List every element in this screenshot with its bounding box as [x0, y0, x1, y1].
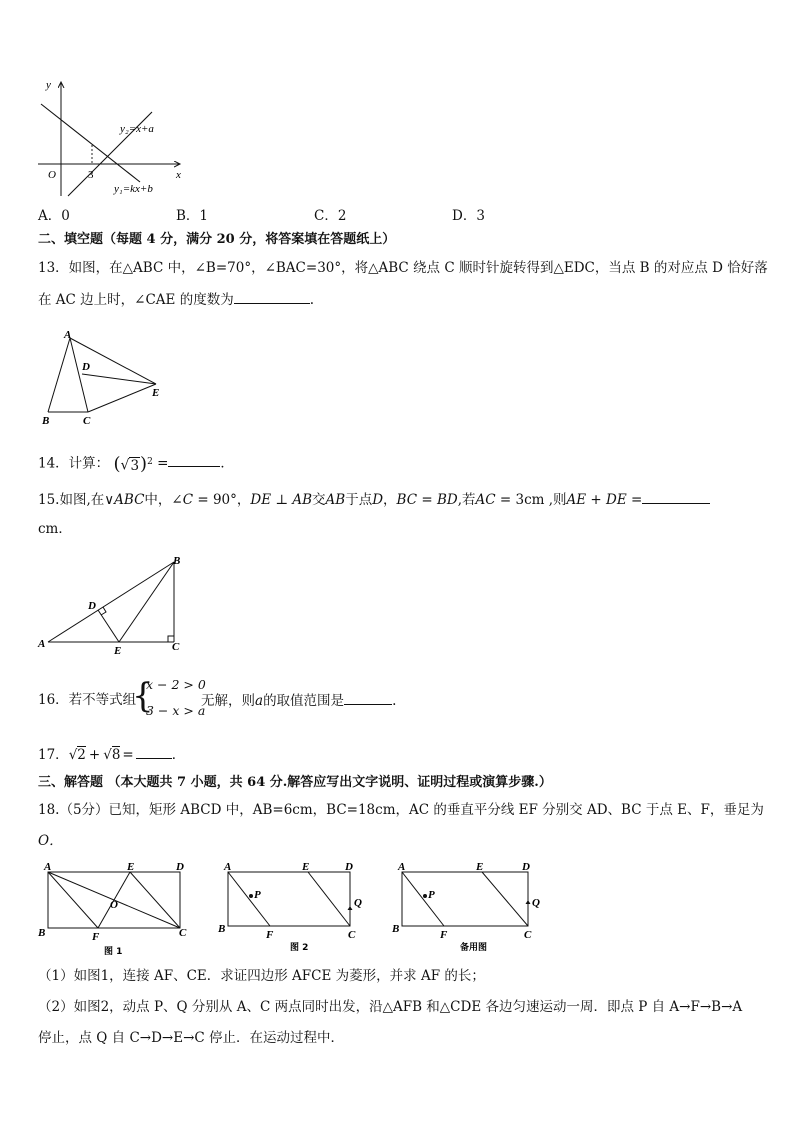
q15-part: ，	[383, 492, 397, 508]
q18-part2-line2: 停止，点 Q 自 C→D→E→C 停止．在运动过程中．	[38, 1030, 345, 1046]
q17-line: 17．√2 + √8 = ．	[38, 744, 185, 765]
q14-expression: $(√3)^2$	[113, 453, 153, 475]
line2-label: y₂=x+a	[120, 123, 154, 135]
fig2-label-d: D	[345, 861, 353, 873]
section2-heading: 二、填空题（每题 4 分，满分 20 分，将答案填在答题纸上）	[38, 232, 396, 247]
spare-label-b: B	[392, 923, 400, 935]
q15-part: BC	[396, 492, 418, 508]
q15-line2: cm．	[38, 521, 72, 537]
q14-answer-blank[interactable]	[168, 452, 220, 467]
q14-line	[38, 452, 234, 476]
q16-mid: 无解，则	[201, 693, 255, 709]
q16-suffix: .	[392, 693, 397, 709]
q12-option-c: C．2	[314, 208, 347, 224]
q13-label-c: C	[83, 415, 91, 427]
spare-point-p	[423, 894, 427, 898]
line1-label: y₁=kx+b	[114, 183, 153, 195]
x-axis-label: x	[176, 169, 181, 181]
q12-option-a: A．0	[38, 208, 70, 224]
fig1-label-f: F	[92, 931, 100, 943]
spare-label-e: E	[476, 861, 484, 873]
q17-plus: +	[88, 747, 101, 763]
q15-label-a: A	[38, 638, 46, 650]
q15-label-d: D	[88, 600, 96, 612]
q15-answer-blank[interactable]	[642, 489, 710, 504]
q14-equals: =	[157, 455, 169, 472]
q17-answer-blank[interactable]	[136, 744, 172, 759]
q15-part: = 90°，	[193, 492, 251, 508]
q13-answer-blank[interactable]	[234, 289, 310, 304]
spare-label-f: F	[440, 929, 448, 941]
fig1-label-c: C	[179, 927, 187, 939]
q14-radicand: 3	[130, 457, 140, 474]
q17-equals: =	[122, 747, 134, 763]
q15-part: D	[372, 492, 384, 508]
q14-suffix: ．	[220, 455, 234, 472]
q15-part: 于点	[345, 492, 373, 508]
spare-label-d: D	[522, 861, 530, 873]
fig2-caption: 图 2	[290, 943, 309, 953]
spare-point-q-arrow	[526, 900, 531, 904]
q15-part: 中，∠	[144, 492, 183, 508]
q16-tail	[201, 690, 396, 711]
q13-figure	[36, 328, 166, 428]
q15-part: ABC	[114, 492, 145, 508]
tick-3-label: 3	[88, 169, 94, 181]
fig2-label-c: C	[348, 929, 356, 941]
right-triangle-symbol: ∨	[104, 492, 115, 508]
q15-part: DE	[606, 492, 627, 508]
q14-power: 2	[147, 457, 153, 467]
q15-label-b: B	[173, 555, 181, 567]
q13-line2	[38, 289, 314, 310]
fig2-label-q: Q	[354, 897, 362, 909]
q17-radicand-2: 8	[111, 747, 121, 763]
q15-part: BD	[436, 492, 458, 508]
q15-part: ⊥	[271, 492, 293, 508]
q15-part: AB	[325, 492, 346, 508]
fig1-caption: 图 1	[104, 947, 123, 957]
q15-part: AE	[566, 492, 587, 508]
q13-label-b: B	[42, 415, 50, 427]
origin-label: O	[48, 169, 56, 181]
fig2-label-p: P	[254, 889, 261, 901]
q16-inequality-2: 3 − x > a	[146, 703, 206, 718]
q15-part: = 3cm ,则	[495, 492, 567, 508]
q13-label-d: D	[82, 361, 90, 373]
q15-part: +	[586, 492, 607, 508]
q15-part: ,若	[457, 492, 476, 508]
q15-label-e: E	[114, 645, 122, 657]
q13-line2-prefix: 在 AC 边上时，∠CAE 的度数为	[38, 292, 234, 308]
q12-option-b: B．1	[176, 208, 209, 224]
fig1-label-o: O	[110, 899, 118, 911]
point-q-arrow	[348, 906, 353, 910]
q16-answer-blank[interactable]	[344, 690, 392, 705]
q14-prefix: 14．计算：	[38, 455, 110, 472]
q13-line1: 13．如图，在△ABC 中，∠B=70°，∠BAC=30°，将△ABC 绕点 C 顺时针旋转得到△EDC，当点 B 的对应点 D 恰好落	[38, 260, 768, 276]
y-axis-label: y	[46, 79, 51, 91]
q16-inequality-1: x − 2 > 0	[146, 677, 206, 692]
q15-line1	[38, 489, 710, 510]
q18-part1: （1）如图1，连接 AF、CE．求证四边形 AFCE 为菱形，并求 AF 的长；	[38, 968, 485, 984]
q16-tail-text: 的取值范围是	[263, 693, 345, 709]
fig2-label-b: B	[218, 923, 226, 935]
q17-suffix: ．	[171, 747, 186, 763]
fig1-label-d: D	[176, 861, 184, 873]
point-p	[249, 894, 253, 898]
q15-label-c: C	[172, 641, 180, 653]
section3-heading: 三、解答题 （本大题共 7 小题，共 64 分.解答应写出文字说明、证明过程或演算步骤.）	[38, 775, 552, 790]
q12-graph	[28, 74, 208, 200]
q18-figure-2	[214, 860, 374, 960]
q15-part: AB	[292, 492, 313, 508]
q16-prefix: 16．若不等式组	[38, 692, 137, 708]
spare-label-q: Q	[532, 897, 540, 909]
spare-label-a: A	[398, 861, 406, 873]
fig1-label-e: E	[127, 861, 135, 873]
q17-prefix: 17．	[38, 747, 69, 763]
q13-label-a: A	[64, 329, 72, 341]
q13-line2-suffix: .	[309, 292, 314, 308]
q15-part: 15.如图,在	[38, 492, 105, 508]
spare-label-p: P	[428, 889, 435, 901]
q15-part: AC	[475, 492, 496, 508]
q16-var: a	[255, 693, 264, 709]
q15-figure	[36, 552, 186, 658]
q15-part: 交	[312, 492, 326, 508]
q15-part: =	[417, 492, 437, 508]
fig2-label-f: F	[266, 929, 274, 941]
fig2-label-e: E	[302, 861, 310, 873]
q18-figure-1	[34, 860, 194, 960]
fig1-label-b: B	[38, 927, 46, 939]
q16-line	[38, 690, 136, 710]
q18-line1: 18.（5分）已知，矩形 ABCD 中，AB=6cm，BC=18cm，AC 的垂直平分线 EF 分别交 AD、BC 于点 E、F，垂足为	[38, 802, 764, 818]
spare-caption: 备用图	[460, 943, 488, 953]
q15-part: C	[182, 492, 194, 508]
q15-part: DE	[250, 492, 272, 508]
q12-option-d: D．3	[452, 208, 485, 224]
q18-figure-spare	[388, 860, 548, 960]
spare-label-c: C	[524, 929, 532, 941]
fig1-label-a: A	[44, 861, 52, 873]
q13-label-e: E	[152, 387, 160, 399]
q18-line2: O．	[38, 833, 63, 849]
q16-brace: {	[132, 676, 154, 716]
fig2-label-a: A	[224, 861, 232, 873]
q15-part: =	[626, 492, 643, 508]
q17-radicand-1: 2	[77, 747, 86, 763]
q18-part2-line1: （2）如图2，动点 P、Q 分别从 A、C 两点同时出发，沿△AFB 和△CDE 各边匀速运动一周．即点 P 自 A→F→B→A	[38, 999, 743, 1015]
